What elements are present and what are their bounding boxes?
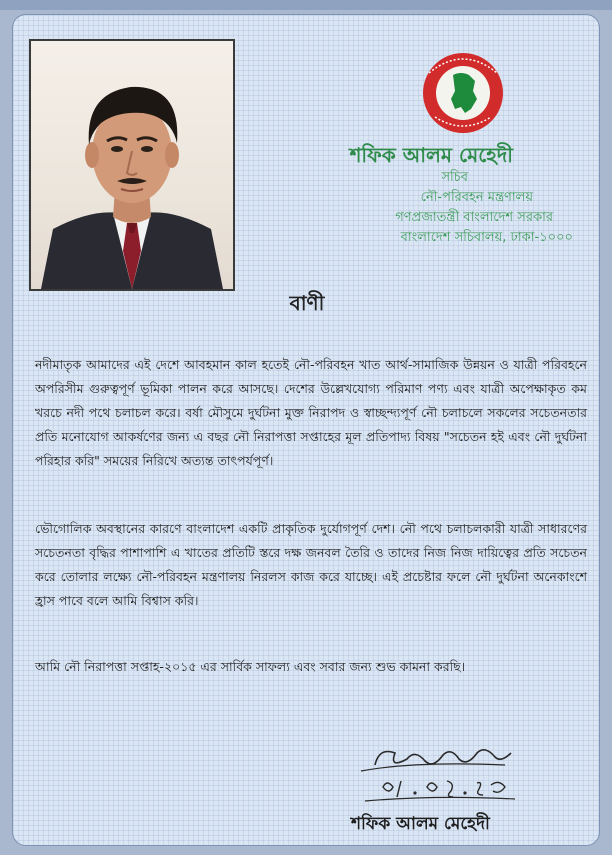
portrait-illustration bbox=[31, 41, 233, 289]
government-emblem bbox=[415, 51, 511, 135]
top-border bbox=[0, 0, 612, 10]
message-paragraph-1: নদীমাতৃক আমাদের এই দেশে আবহমান কাল হতেই নৌ-পরিবহন খাত আর্থ-সামাজিক উন্নয়ন ও যাত্রী পরিবহনে অপরিসীম গুরুত্বপূর্ণ ভূমিকা পালন করে আসছে। দেশের উল্লেখযোগ্য পরিমাণ পণ্য এবং যাত্রী অপেক্ষাকৃত কম খরচে নদী পথে চলাচল করে। বর্ষা মৌসুমে দুর্ঘটনা মুক্ত নিরাপদ ও স্বাচ্ছন্দ্যপূর্ণ নৌ চলাচলে সকলের সচেতনতার প্রতি মনোযোগ আকর্ষণের জন্য এ বছর নৌ নিরাপত্তা সপ্তাহের মূল প্রতিপাদ্য বিষয় "সচেতন হই এবং নৌ দুর্ঘটনা পরিহার করি" সময়ের নিরিখে অত্যন্ত তাৎপর্যপূর্ণ। bbox=[35, 357, 587, 468]
letterhead-ministry: নৌ-পরিবহন মন্ত্রণালয় bbox=[420, 190, 533, 205]
portrait-photo bbox=[29, 39, 235, 291]
handwritten-signature bbox=[355, 735, 525, 817]
letterhead-address: বাংলাদেশ সচিবালয়, ঢাকা-১০০০ bbox=[400, 230, 573, 245]
signatory-name: শফিক আলম মেহেদী bbox=[351, 814, 490, 834]
letterhead-designation: সচিব bbox=[441, 170, 468, 185]
message-card bbox=[12, 14, 600, 846]
message-paragraph-3: আমি নৌ নিরাপত্তা সপ্তাহ-২০১৫ এর সার্বিক সাফল্য এবং সবার জন্য শুভ কামনা করছি। bbox=[35, 659, 466, 674]
message-title: বাণী bbox=[289, 291, 325, 315]
letterhead-name: শফিক আলম মেহেদী bbox=[349, 143, 513, 167]
message-paragraph-2: ভৌগোলিক অবস্থানের কারণে বাংলাদেশ একটি প্রাকৃতিক দুর্যোগপূর্ণ দেশ। নৌ পথে চলাচলকারী যাত্রী সাধারণের সচেতনতা বৃদ্ধির পাশাপাশি এ খাতের প্রতিটি স্তরে দক্ষ জনবল তৈরি ও তাদের নিজ নিজ দায়িত্বের প্রতি সচেতন করে তোলার লক্ষ্যে নৌ-পরিবহন মন্ত্রণালয় নিরলস কাজ করে যাচ্ছে। এই প্রচেষ্টার ফলে নৌ দুর্ঘটনা অনেকাংশে হ্রাস পাবে বলে আমি বিশ্বাস করি। bbox=[35, 521, 587, 608]
letterhead bbox=[253, 142, 573, 248]
letterhead-government: গণপ্রজাতন্ত্রী বাংলাদেশ সরকার bbox=[395, 210, 553, 225]
